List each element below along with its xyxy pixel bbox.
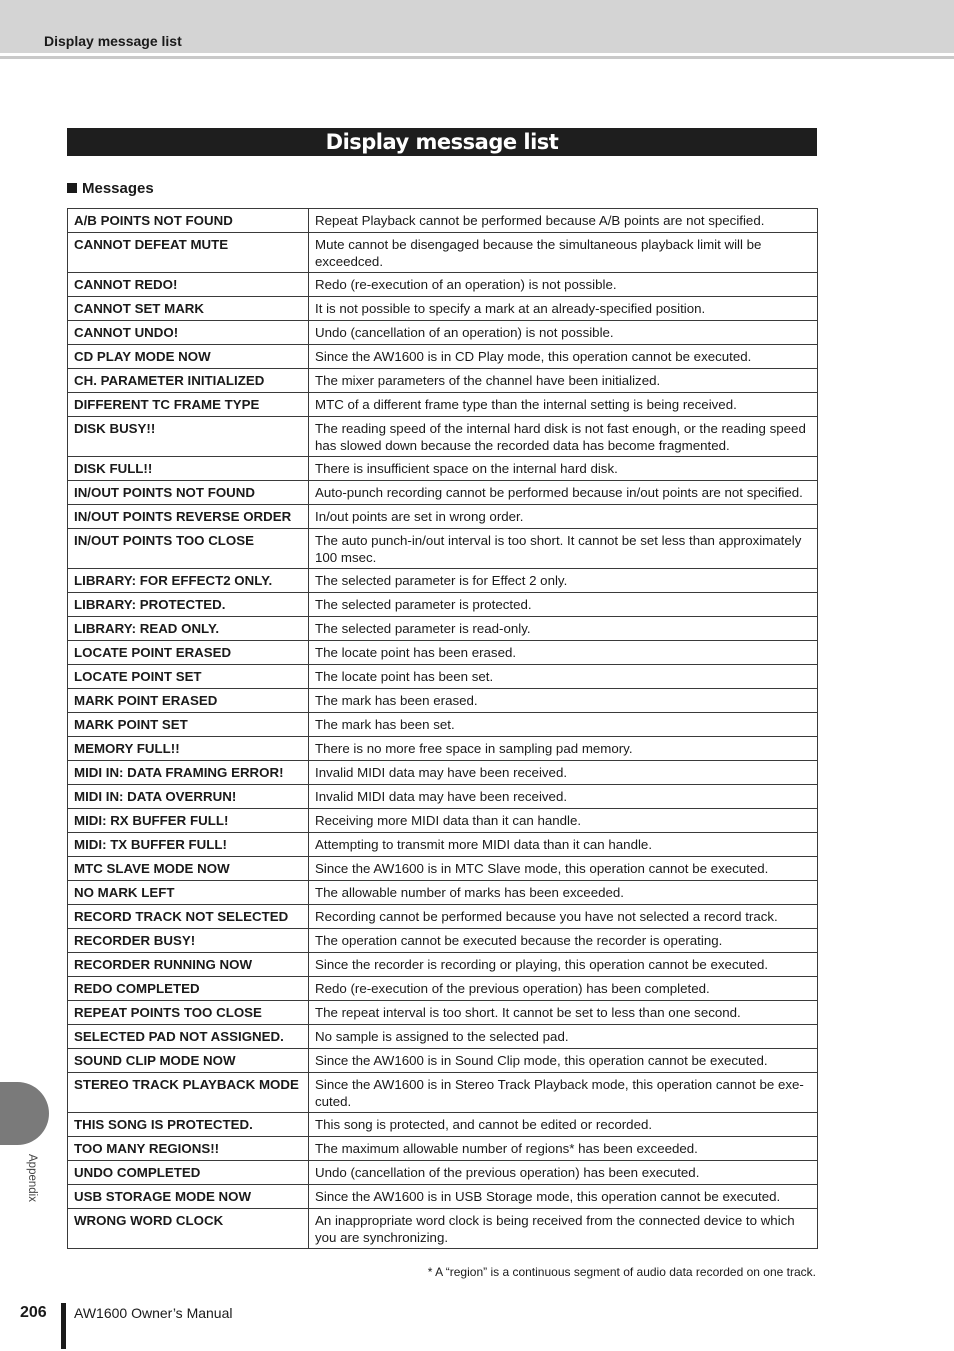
message-table-body	[68, 209, 818, 1249]
message-description: Invalid MIDI data may have been received.	[309, 785, 818, 809]
table-row	[68, 1113, 818, 1137]
message-code: RECORDER BUSY!	[68, 929, 309, 953]
table-row	[68, 1137, 818, 1161]
message-code: LOCATE POINT ERASED	[68, 641, 309, 665]
table-row	[68, 1049, 818, 1073]
message-code: REDO COMPLETED	[68, 977, 309, 1001]
running-header	[0, 0, 954, 53]
message-code: MARK POINT SET	[68, 713, 309, 737]
footnote: * A “region” is a continuous segment of audio data recorded on one track.	[427, 1265, 816, 1279]
message-code: MEMORY FULL!!	[68, 737, 309, 761]
message-code: RECORDER RUNNING NOW	[68, 953, 309, 977]
message-code: LOCATE POINT SET	[68, 665, 309, 689]
message-description: Undo (cancellation of the previous operation) has been executed.	[309, 1161, 818, 1185]
message-description: Undo (cancellation of an operation) is not possible.	[309, 321, 818, 345]
message-description: Invalid MIDI data may have been received.	[309, 761, 818, 785]
message-code: MIDI IN: DATA FRAMING ERROR!	[68, 761, 309, 785]
table-row	[68, 953, 818, 977]
message-description: The selected parameter is protected.	[309, 593, 818, 617]
header-rule-gray	[0, 56, 954, 59]
message-code: DIFFERENT TC FRAME TYPE	[68, 393, 309, 417]
table-row	[68, 529, 818, 569]
message-code: CANNOT SET MARK	[68, 297, 309, 321]
footer-rule	[61, 1303, 66, 1349]
message-description: Since the AW1600 is in MTC Slave mode, this operation cannot be executed.	[309, 857, 818, 881]
message-description: Redo (re-execution of an operation) is not possible.	[309, 273, 818, 297]
message-description: Redo (re-execution of the previous operation) has been completed.	[309, 977, 818, 1001]
message-description: Recording cannot be performed because you have not selected a record track.	[309, 905, 818, 929]
message-description: Since the recorder is recording or playing, this operation cannot be executed.	[309, 953, 818, 977]
message-code: DISK BUSY!!	[68, 417, 309, 457]
table-row	[68, 481, 818, 505]
message-code: SOUND CLIP MODE NOW	[68, 1049, 309, 1073]
message-description: The locate point has been erased.	[309, 641, 818, 665]
message-description: The operation cannot be executed because the recorder is operating.	[309, 929, 818, 953]
message-code: MIDI IN: DATA OVERRUN!	[68, 785, 309, 809]
message-description: MTC of a different frame type than the internal setting is being received.	[309, 393, 818, 417]
message-code: A/B POINTS NOT FOUND	[68, 209, 309, 233]
table-row	[68, 369, 818, 393]
table-row	[68, 737, 818, 761]
table-row	[68, 1185, 818, 1209]
message-description: Attempting to transmit more MIDI data than it can handle.	[309, 833, 818, 857]
message-code: NO MARK LEFT	[68, 881, 309, 905]
table-row	[68, 1073, 818, 1113]
message-description: There is insufficient space on the internal hard disk.	[309, 457, 818, 481]
table-row	[68, 905, 818, 929]
table-row	[68, 761, 818, 785]
message-code: MARK POINT ERASED	[68, 689, 309, 713]
table-row	[68, 809, 818, 833]
message-description: This song is protected, and cannot be edited or recorded.	[309, 1113, 818, 1137]
page-number: 206	[20, 1304, 47, 1321]
table-row	[68, 1001, 818, 1025]
table-row	[68, 505, 818, 529]
message-code: IN/OUT POINTS TOO CLOSE	[68, 529, 309, 569]
message-description: In/out points are set in wrong order.	[309, 505, 818, 529]
table-row	[68, 665, 818, 689]
message-description: The mark has been erased.	[309, 689, 818, 713]
table-row	[68, 1209, 818, 1249]
side-tab	[0, 1082, 49, 1145]
message-code: DISK FULL!!	[68, 457, 309, 481]
message-code: REPEAT POINTS TOO CLOSE	[68, 1001, 309, 1025]
table-row	[68, 345, 818, 369]
message-description: The mixer parameters of the channel have been initialized.	[309, 369, 818, 393]
message-code: IN/OUT POINTS NOT FOUND	[68, 481, 309, 505]
message-code: LIBRARY: FOR EFFECT2 ONLY.	[68, 569, 309, 593]
message-description: Since the AW1600 is in USB Storage mode, this operation cannot be executed.	[309, 1185, 818, 1209]
message-code: STEREO TRACK PLAYBACK MODE	[68, 1073, 309, 1113]
table-row	[68, 833, 818, 857]
message-code: MTC SLAVE MODE NOW	[68, 857, 309, 881]
table-row	[68, 1025, 818, 1049]
message-description: The locate point has been set.	[309, 665, 818, 689]
table-row	[68, 569, 818, 593]
message-description: The maximum allowable number of regions* has been exceeded.	[309, 1137, 818, 1161]
message-description: Auto-punch recording cannot be performed because in/out points are not specified.	[309, 481, 818, 505]
message-description: The selected parameter is for Effect 2 only.	[309, 569, 818, 593]
table-row	[68, 977, 818, 1001]
message-description: There is no more free space in sampling pad memory.	[309, 737, 818, 761]
table-row	[68, 881, 818, 905]
table-row	[68, 689, 818, 713]
message-description: An inappropriate word clock is being received from the connected device to which you are synchronizing.	[309, 1209, 818, 1249]
table-row	[68, 713, 818, 737]
message-code: THIS SONG IS PROTECTED.	[68, 1113, 309, 1137]
table-row	[68, 457, 818, 481]
message-description: No sample is assigned to the selected pad.	[309, 1025, 818, 1049]
message-description: Since the AW1600 is in Sound Clip mode, this operation cannot be executed.	[309, 1049, 818, 1073]
message-code: WRONG WORD CLOCK	[68, 1209, 309, 1249]
message-code: CANNOT UNDO!	[68, 321, 309, 345]
table-row	[68, 233, 818, 273]
section-heading-text: Messages	[82, 180, 154, 197]
table-row	[68, 393, 818, 417]
table-row	[68, 593, 818, 617]
message-code: CD PLAY MODE NOW	[68, 345, 309, 369]
message-description: It is not possible to specify a mark at an already-specified position.	[309, 297, 818, 321]
message-description: Since the AW1600 is in Stereo Track Playback mode, this operation cannot be exe-cuted.	[309, 1073, 818, 1113]
message-code: CH. PARAMETER INITIALIZED	[68, 369, 309, 393]
message-description: The selected parameter is read-only.	[309, 617, 818, 641]
message-description: The allowable number of marks has been exceeded.	[309, 881, 818, 905]
message-code: SELECTED PAD NOT ASSIGNED.	[68, 1025, 309, 1049]
message-code: CANNOT DEFEAT MUTE	[68, 233, 309, 273]
manual-name: AW1600 Owner’s Manual	[74, 1305, 233, 1321]
message-code: LIBRARY: PROTECTED.	[68, 593, 309, 617]
message-description: The repeat interval is too short. It cannot be set to less than one second.	[309, 1001, 818, 1025]
message-description: The auto punch-in/out interval is too short. It cannot be set less than approximately 100 msec.	[309, 529, 818, 569]
running-title: Display message list	[44, 33, 182, 49]
side-tab-label: Appendix	[26, 1154, 38, 1202]
section-heading	[67, 180, 154, 197]
message-code: RECORD TRACK NOT SELECTED	[68, 905, 309, 929]
page-title: Display message list	[67, 128, 817, 156]
table-row	[68, 641, 818, 665]
message-description: Mute cannot be disengaged because the simultaneous playback limit will be exceedced.	[309, 233, 818, 273]
message-table	[67, 208, 818, 1249]
message-code: IN/OUT POINTS REVERSE ORDER	[68, 505, 309, 529]
table-row	[68, 273, 818, 297]
table-row	[68, 321, 818, 345]
square-bullet-icon	[67, 183, 77, 193]
message-description: Receiving more MIDI data than it can handle.	[309, 809, 818, 833]
table-row	[68, 297, 818, 321]
message-code: UNDO COMPLETED	[68, 1161, 309, 1185]
table-row	[68, 617, 818, 641]
table-row	[68, 209, 818, 233]
message-code: CANNOT REDO!	[68, 273, 309, 297]
message-description: The reading speed of the internal hard disk is not fast enough, or the reading speed has slowed down because the recorded data has become fragmented.	[309, 417, 818, 457]
message-description: Repeat Playback cannot be performed because A/B points are not specified.	[309, 209, 818, 233]
message-code: USB STORAGE MODE NOW	[68, 1185, 309, 1209]
message-description: The mark has been set.	[309, 713, 818, 737]
message-code: LIBRARY: READ ONLY.	[68, 617, 309, 641]
table-row	[68, 929, 818, 953]
table-row	[68, 857, 818, 881]
message-code: MIDI: RX BUFFER FULL!	[68, 809, 309, 833]
message-code: TOO MANY REGIONS!!	[68, 1137, 309, 1161]
table-row	[68, 785, 818, 809]
table-row	[68, 1161, 818, 1185]
table-row	[68, 417, 818, 457]
message-description: Since the AW1600 is in CD Play mode, this operation cannot be executed.	[309, 345, 818, 369]
message-code: MIDI: TX BUFFER FULL!	[68, 833, 309, 857]
